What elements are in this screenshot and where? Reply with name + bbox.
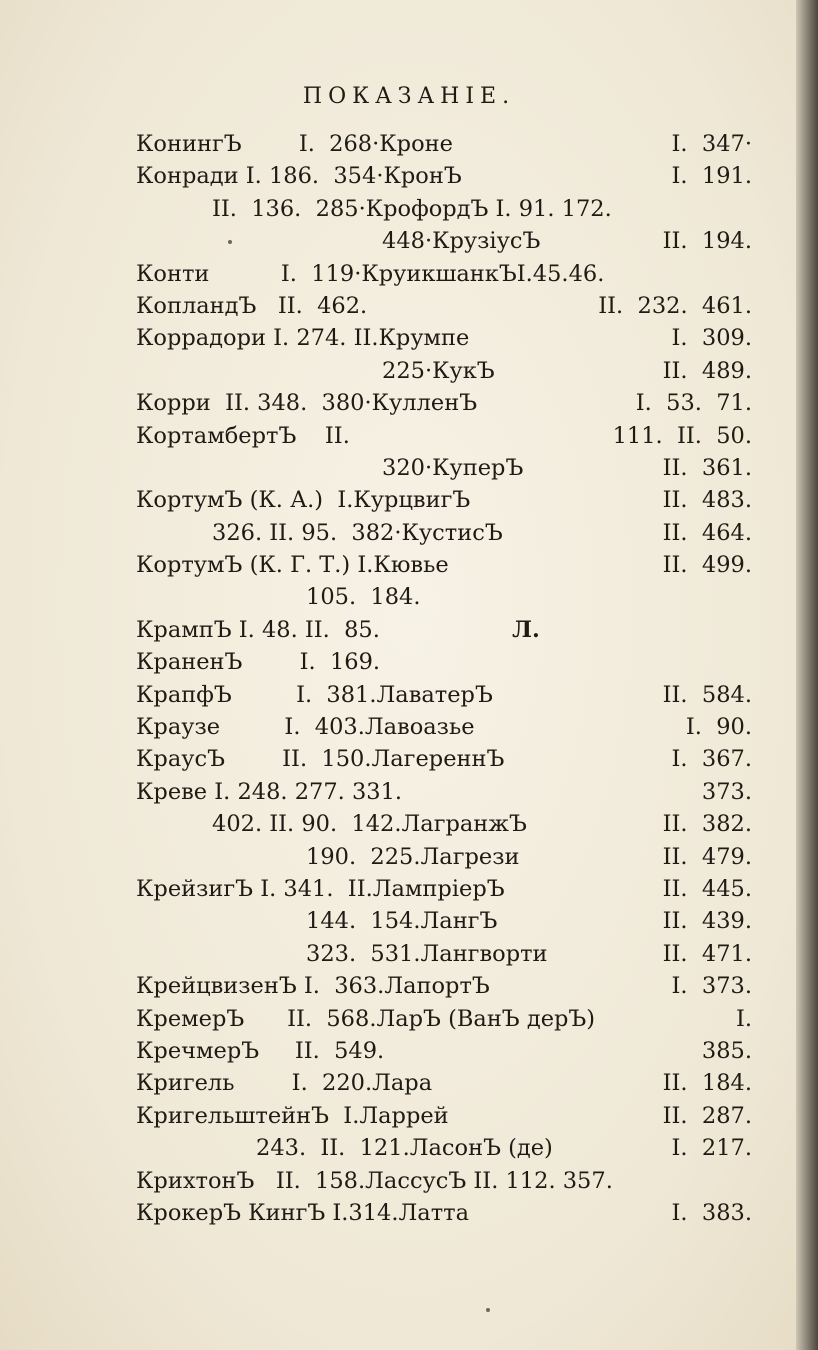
index-row: [136, 549, 756, 581]
index-entry-pages: I. 367.: [671, 746, 752, 773]
index-row: [136, 452, 756, 484]
index-row: [136, 1003, 756, 1035]
index-entry-text: КортумЪ (К. Г. Т.) I.Кювье: [136, 552, 449, 579]
index-row: [136, 808, 756, 840]
index-entry-pages: II. 194.: [662, 228, 752, 255]
index-entry-text: КортумЪ (К. А.) I.КурцвигЪ: [136, 487, 471, 514]
index-entry-pages: II. 584.: [662, 681, 752, 708]
index-entry-pages: II. 439.: [662, 908, 752, 935]
index-row: [136, 581, 756, 613]
index-entry-text: КрапфЪ I. 381.ЛаватерЪ: [136, 681, 493, 708]
index-row: [136, 355, 756, 387]
index-row: [136, 322, 756, 354]
index-entry-text: Креве I. 248. 277. 331.: [136, 778, 403, 805]
index-row: [136, 905, 756, 937]
index-row: [136, 1132, 756, 1164]
index-entry-pages: 373.: [701, 778, 752, 805]
index-entry-text: Коррадори I. 274. II.Крумпе: [136, 325, 470, 352]
index-entry-pages: II. 464.: [662, 519, 752, 546]
index-entry-pages: I. 347·: [671, 131, 752, 157]
index-entry-text: 144. 154.ЛангЪ: [306, 908, 498, 935]
index-entry-pages: II. 232. 461.: [598, 292, 752, 319]
index-row: [136, 1035, 756, 1067]
index-entry-pages: II. 489.: [662, 357, 752, 384]
index-row: [136, 970, 756, 1002]
index-entry-text: КрихтонЪ II. 158.ЛассусЪ II. 112. 357.: [136, 1167, 613, 1194]
page-edge: [796, 0, 818, 1350]
index-entry-text: Кригель I. 220.Лара: [136, 1070, 433, 1097]
index-entry-pages: 385.: [701, 1037, 752, 1064]
index-row: [136, 387, 756, 419]
index-entry-text: 323. 531.Лангворти: [306, 940, 548, 967]
index-entry-pages: 111. II. 50.: [612, 422, 752, 449]
index-row: [136, 1100, 756, 1132]
section-letter: Л.: [512, 616, 540, 643]
index-entry-text: Корри II. 348. 380·КулленЪ: [136, 390, 478, 417]
index-row: [136, 646, 756, 678]
index-entry-text: 105. 184.: [306, 584, 421, 611]
index-row: [136, 873, 756, 905]
index-entry-pages: II. 184.: [662, 1070, 752, 1097]
index-entry-text: КрейзигЪ I. 341. II.ЛампріерЪ: [136, 875, 505, 902]
index-row: [136, 258, 756, 290]
index-row: [136, 420, 756, 452]
index-row: [136, 743, 756, 775]
index-entry-text: 225·КукЪ: [382, 357, 495, 384]
index-entry-pages: I. 383.: [671, 1199, 752, 1226]
index-row: [136, 160, 756, 192]
index-entry-text: КортамбертЪ II.: [136, 422, 350, 449]
index-entry-text: КрейцвизенЪ I. 363.ЛапортЪ: [136, 973, 490, 1000]
index-entry-text: КраненЪ I. 169.: [136, 649, 381, 676]
index-entry-text: КречмерЪ II. 549.: [136, 1037, 385, 1064]
index-row: [136, 193, 756, 225]
index-entry-pages: I.: [735, 1005, 752, 1032]
index-entry-text: Краузе I. 403.Лавоазье: [136, 714, 475, 741]
index-row: [136, 679, 756, 711]
index-entry-text: Конради I. 186. 354·КронЪ: [136, 163, 462, 190]
index-entries: [136, 128, 756, 1229]
index-row: [136, 225, 756, 257]
index-row: [136, 841, 756, 873]
index-entry-pages: I. 90.: [685, 714, 752, 741]
index-row: [136, 1197, 756, 1229]
index-entry-text: КригельштейнЪ I.Ларрей: [136, 1102, 449, 1129]
index-entry-text: 320·КуперЪ: [382, 454, 524, 481]
index-entry-pages: I. 309.: [671, 325, 752, 352]
index-row: [136, 614, 756, 646]
index-entry-pages: I. 373.: [671, 973, 752, 1000]
index-entry-pages: II. 361.: [662, 454, 752, 481]
index-entry-pages: I. 53. 71.: [635, 390, 752, 417]
index-entry-text: 402. II. 90. 142.ЛагранжЪ: [212, 811, 527, 838]
index-row: [136, 776, 756, 808]
index-row: [136, 938, 756, 970]
index-entry-pages: II. 445.: [662, 875, 752, 902]
index-row: [136, 290, 756, 322]
index-entry-text: КрампЪ I. 48. II. 85.: [136, 616, 380, 643]
paper-speck: [486, 1308, 490, 1312]
index-row: [136, 711, 756, 743]
index-entry-text: 190. 225.Лагрези: [306, 843, 520, 870]
index-entry-text: 243. II. 121.ЛасонЪ (де): [256, 1135, 553, 1162]
index-entry-text: Конти I. 119·КруикшанкЪI.45.46.: [136, 260, 605, 287]
index-entry-text: II. 136. 285·КрофордЪ I. 91. 172.: [212, 195, 612, 222]
index-row: [136, 517, 756, 549]
index-entry-pages: II. 479.: [662, 843, 752, 870]
index-entry-text: 448·КрузіусЪ: [382, 228, 541, 255]
index-row: [136, 1067, 756, 1099]
index-entry-text: КраусЪ II. 150.ЛагереннЪ: [136, 746, 505, 773]
index-row: [136, 128, 756, 160]
index-row: [136, 1165, 756, 1197]
index-row: [136, 484, 756, 516]
index-entry-text: 326. II. 95. 382·КустисЪ: [212, 519, 503, 546]
page-title: ПОКАЗАНІЕ.: [302, 84, 516, 109]
index-entry-pages: I. 191.: [671, 163, 752, 190]
index-entry-text: КрокерЪ КингЪ I.314.Латта: [136, 1199, 470, 1226]
index-entry-text: КопландЪ II. 462.: [136, 292, 368, 319]
index-entry-text: КонингЪ I. 268·Кроне: [136, 131, 453, 157]
index-entry-pages: II. 483.: [662, 487, 752, 514]
index-entry-pages: II. 287.: [662, 1102, 752, 1129]
index-entry-pages: II. 471.: [662, 940, 752, 967]
index-entry-pages: II. 499.: [662, 552, 752, 579]
index-entry-text: КремерЪ II. 568.ЛарЪ (ВанЪ дерЪ): [136, 1005, 596, 1032]
index-entry-pages: II. 382.: [662, 811, 752, 838]
index-entry-pages: I. 217.: [671, 1135, 752, 1162]
